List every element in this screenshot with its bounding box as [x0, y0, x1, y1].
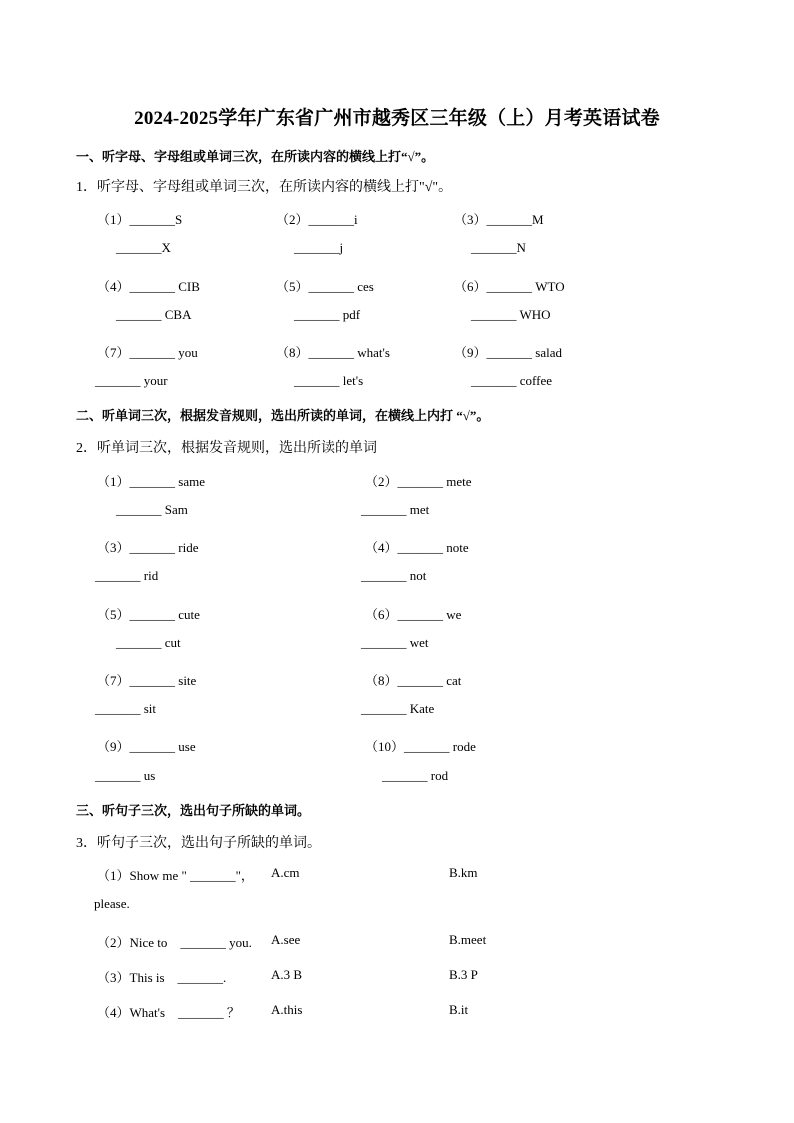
s3-item-1-option-b: B.km: [449, 865, 478, 880]
section-3-heading: 三、听句子三次，选出句子所缺的单词。: [76, 803, 311, 818]
option-a: _______ use: [129, 739, 196, 754]
s1-item-2-b: _______j: [294, 240, 344, 255]
s2-item-10: [365, 736, 476, 755]
s2-item-8-b: _______ Kate: [361, 701, 435, 716]
option-a: _______S: [129, 212, 183, 227]
item-number: （9）: [97, 739, 130, 754]
s1-item-5: [276, 276, 374, 295]
item-number: （2）: [276, 212, 309, 227]
option-a: _______ note: [397, 540, 469, 555]
s1-item-4-b: _______ CBA: [116, 307, 192, 322]
item-stem: What's _______ ？: [129, 1005, 240, 1020]
s1-item-3-b: _______N: [471, 240, 526, 255]
item-number: （3）: [97, 540, 130, 555]
item-number: （6）: [454, 279, 487, 294]
s1-item-8: [276, 342, 390, 361]
s3-item-4-option-b: B.it: [449, 1002, 469, 1017]
s2-item-7-b: _______ sit: [95, 701, 157, 716]
option-a: _______ site: [129, 673, 197, 688]
s1-item-1: [97, 209, 182, 228]
s3-item-2-option-a: A.see: [271, 932, 301, 947]
page-title: 2024-2025学年广东省广州市越秀区三年级（上）月考英语试卷: [134, 108, 660, 129]
s1-item-2: [276, 209, 358, 228]
item-number: （7）: [97, 345, 130, 360]
option-a: _______ mete: [397, 474, 472, 489]
s2-item-6: [365, 604, 461, 623]
option-a: _______ ride: [129, 540, 199, 555]
option-a: _______ cute: [129, 607, 200, 622]
s3-item-1: [97, 865, 254, 884]
option-a: _______ WTO: [486, 279, 565, 294]
option-a: _______ cat: [397, 673, 462, 688]
s1-item-8-b: _______ let's: [294, 373, 364, 388]
s2-item-5: [97, 604, 200, 623]
section-2-heading: 二、听单词三次，根据发音规则，选出所读的单词，在横线上内打 “√”。: [76, 408, 490, 423]
s3-item-4: [97, 1002, 240, 1021]
item-number: （10）: [365, 739, 405, 754]
question-3-prompt: 3．听句子三次，选出句子所缺的单词。: [76, 836, 321, 851]
s2-item-3: [97, 537, 198, 556]
s2-item-9-b: _______ us: [95, 768, 156, 783]
item-number: （2）: [365, 474, 398, 489]
s1-item-6-b: _______ WHO: [471, 307, 551, 322]
item-number: （3）: [97, 970, 130, 985]
s2-item-5-b: _______ cut: [116, 635, 181, 650]
item-number: （4）: [97, 279, 130, 294]
item-number: （2）: [97, 935, 130, 950]
item-stem: This is _______.: [129, 970, 227, 985]
s3-item-4-option-a: A.this: [271, 1002, 303, 1017]
s1-item-4: [97, 276, 200, 295]
question-2-prompt: 2．听单词三次，根据发音规则，选出所读的单词: [76, 441, 377, 456]
item-number: （6）: [365, 607, 398, 622]
item-number: （4）: [365, 540, 398, 555]
item-number: （7）: [97, 673, 130, 688]
item-number: （9）: [454, 345, 487, 360]
s3-item-1-option-a: A.cm: [271, 865, 300, 880]
item-number: （3）: [454, 212, 487, 227]
option-a: _______M: [486, 212, 544, 227]
s1-item-7: [97, 342, 198, 361]
s2-item-2: [365, 471, 472, 490]
item-number: （1）: [97, 212, 130, 227]
item-number: （4）: [97, 1005, 130, 1020]
item-number: （1）: [97, 474, 130, 489]
s2-item-1: [97, 471, 205, 490]
s1-item-3: [454, 209, 544, 228]
s3-item-3: [97, 967, 226, 986]
option-a: _______ rode: [404, 739, 476, 754]
option-a: _______ ces: [308, 279, 374, 294]
option-a: _______ same: [129, 474, 205, 489]
item-stem: Show me " _______"，: [129, 868, 254, 883]
s2-item-3-b: _______ rid: [95, 568, 159, 583]
item-number: （1）: [97, 868, 130, 883]
item-number: （8）: [276, 345, 309, 360]
option-a: _______ CIB: [129, 279, 200, 294]
s1-item-5-b: _______ pdf: [294, 307, 361, 322]
s2-item-8: [365, 670, 461, 689]
s1-item-9-b: _______ coffee: [471, 373, 552, 388]
s1-item-6: [454, 276, 565, 295]
s2-item-4-b: _______ not: [361, 568, 427, 583]
s3-item-3-option-a: A.3 B: [271, 967, 303, 982]
option-a: _______ salad: [486, 345, 562, 360]
question-1-prompt: 1．听字母、字母组或单词三次，在所读内容的横线上打"√"。: [76, 180, 453, 195]
s2-item-1-b: _______ Sam: [116, 502, 188, 517]
s2-item-2-b: _______ met: [361, 502, 430, 517]
s1-item-9: [454, 342, 562, 361]
option-a: _______ what's: [308, 345, 390, 360]
section-1-heading: 一、听字母、字母组或单词三次，在所读内容的横线上打“√”。: [76, 149, 435, 164]
s3-item-2-option-b: B.meet: [449, 932, 487, 947]
option-a: _______ you: [129, 345, 198, 360]
s1-item-1-b: _______X: [116, 240, 171, 255]
item-number: （5）: [97, 607, 130, 622]
option-a: _______i: [308, 212, 358, 227]
item-number: （8）: [365, 673, 398, 688]
s2-item-10-b: _______ rod: [382, 768, 449, 783]
item-number: （5）: [276, 279, 309, 294]
s2-item-7: [97, 670, 196, 689]
s3-item-1-continued: please.: [94, 896, 130, 911]
s2-item-9: [97, 736, 196, 755]
s3-item-2: [97, 932, 252, 951]
s2-item-4: [365, 537, 469, 556]
option-a: _______ we: [397, 607, 462, 622]
s3-item-3-option-b: B.3 P: [449, 967, 478, 982]
s2-item-6-b: _______ wet: [361, 635, 429, 650]
s1-item-7-b: _______ your: [95, 373, 168, 388]
item-stem: Nice to _______ you.: [129, 935, 252, 950]
